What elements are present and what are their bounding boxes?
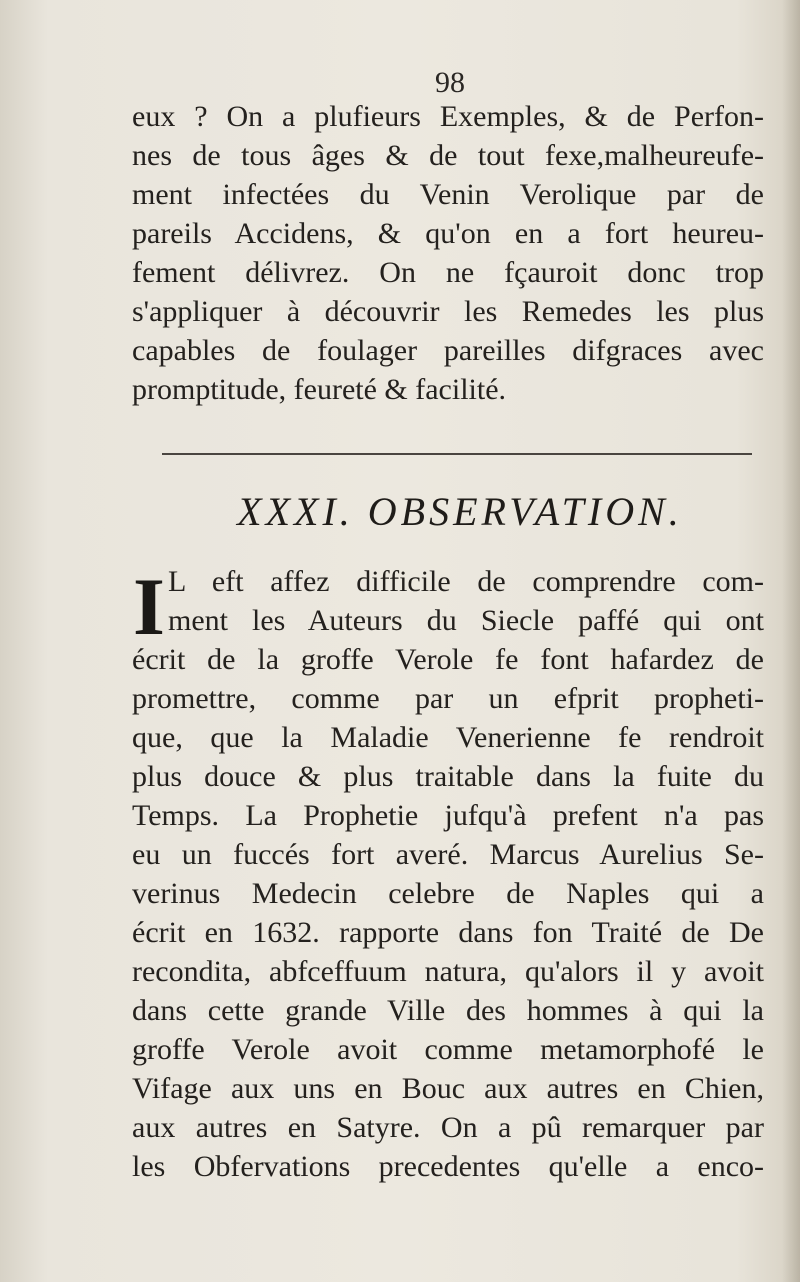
text-line: que, que la Maladie Venerienne fe rendroit [132, 721, 764, 754]
text-line: promettre, comme par un efprit propheti- [132, 682, 764, 715]
section-divider [162, 453, 752, 455]
text-line: plus douce & plus traitable dans la fuite du [132, 760, 764, 793]
text-line: écrit de la groffe Verole fe font hafardez de [132, 643, 764, 676]
page-number: 98 [435, 66, 465, 99]
text-line: promptitude, feureté & facilité. [132, 373, 507, 406]
text-line: pareils Accidens, & qu'on en a fort heureu- [132, 217, 764, 250]
body-paragraph [132, 563, 764, 1187]
text-line: fement délivrez. On ne fçauroit donc trop [132, 256, 764, 289]
text-line: dans cette grande Ville des hommes à qui la [132, 994, 764, 1027]
text-line: verinus Medecin celebre de Naples qui a [132, 877, 764, 910]
text-line: s'appliquer à découvrir les Remedes les plus [132, 295, 764, 328]
text-line: Temps. La Prophetie jufqu'à prefent n'a pas [132, 799, 764, 832]
text-line: L eft affez difficile de comprendre com- [168, 565, 764, 598]
section-title: XXXI. OBSERVATION. [237, 489, 683, 534]
text-line: les Obfervations precedentes qu'elle a enco- [132, 1150, 764, 1183]
drop-cap: I [133, 561, 165, 652]
text-line: Vifage aux uns en Bouc aux autres en Chien, [132, 1072, 764, 1105]
text-line: écrit en 1632. rapporte dans fon Traité de De [132, 916, 764, 949]
text-line: recondita, abfceffuum natura, qu'alors il y avoit [132, 955, 764, 988]
text-line: groffe Verole avoit comme metamorphofé le [132, 1033, 764, 1066]
text-line: ment les Auteurs du Siecle paffé qui ont [168, 604, 764, 637]
text-line: eu un fuccés fort averé. Marcus Aurelius Se- [132, 838, 764, 871]
text-line: capables de foulager pareilles difgraces avec [132, 334, 764, 367]
text-line: eux ? On a plufieurs Exemples, & de Perfon- [132, 100, 764, 133]
text-line: aux autres en Satyre. On a pû remarquer par [132, 1111, 764, 1144]
text-line: nes de tous âges & de tout fexe,malheureufe- [132, 139, 764, 172]
top-paragraph [132, 97, 764, 409]
page-edge-shadow [782, 0, 800, 1282]
text-line: ment infectées du Venin Verolique par de [132, 178, 764, 211]
